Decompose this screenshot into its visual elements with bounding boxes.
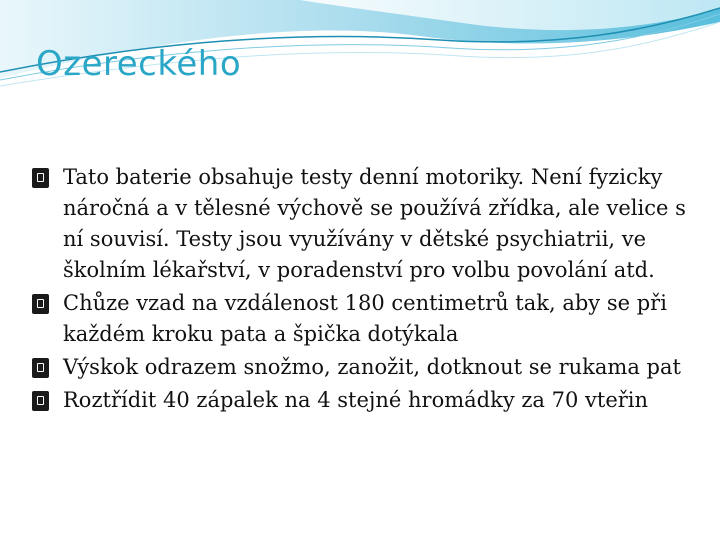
list-item bbox=[30, 352, 690, 383]
list-item bbox=[30, 288, 690, 350]
bullet-list bbox=[30, 162, 690, 418]
list-item bbox=[30, 162, 690, 286]
slide-title: Ozereckého bbox=[36, 44, 242, 84]
list-item bbox=[30, 385, 690, 416]
bullet-text: Roztřídit 40 zápalek na 4 stejné hromádky za 70 vteřin bbox=[63, 388, 649, 412]
bullet-icon bbox=[32, 294, 49, 314]
bullet-icon bbox=[32, 391, 49, 411]
bullet-text: Výskok odrazem snožmo, zanožit, dotknout se rukama pat bbox=[63, 355, 681, 379]
bullet-text: Chůze vzad na vzdálenost 180 centimetrů tak, aby se při každém kroku pata a špička dotýkala bbox=[63, 291, 667, 346]
bullet-icon bbox=[32, 358, 49, 378]
bullet-icon bbox=[32, 168, 49, 188]
bullet-text: Tato baterie obsahuje testy denní motoriky. Není fyzicky náročná a v tělesné výchově se používá zřídka, ale velice s ní souvisí. Testy jsou využívány v dětské psychiatrii, ve školním lékařství, v poradenství pro volbu povolání atd. bbox=[63, 165, 686, 282]
